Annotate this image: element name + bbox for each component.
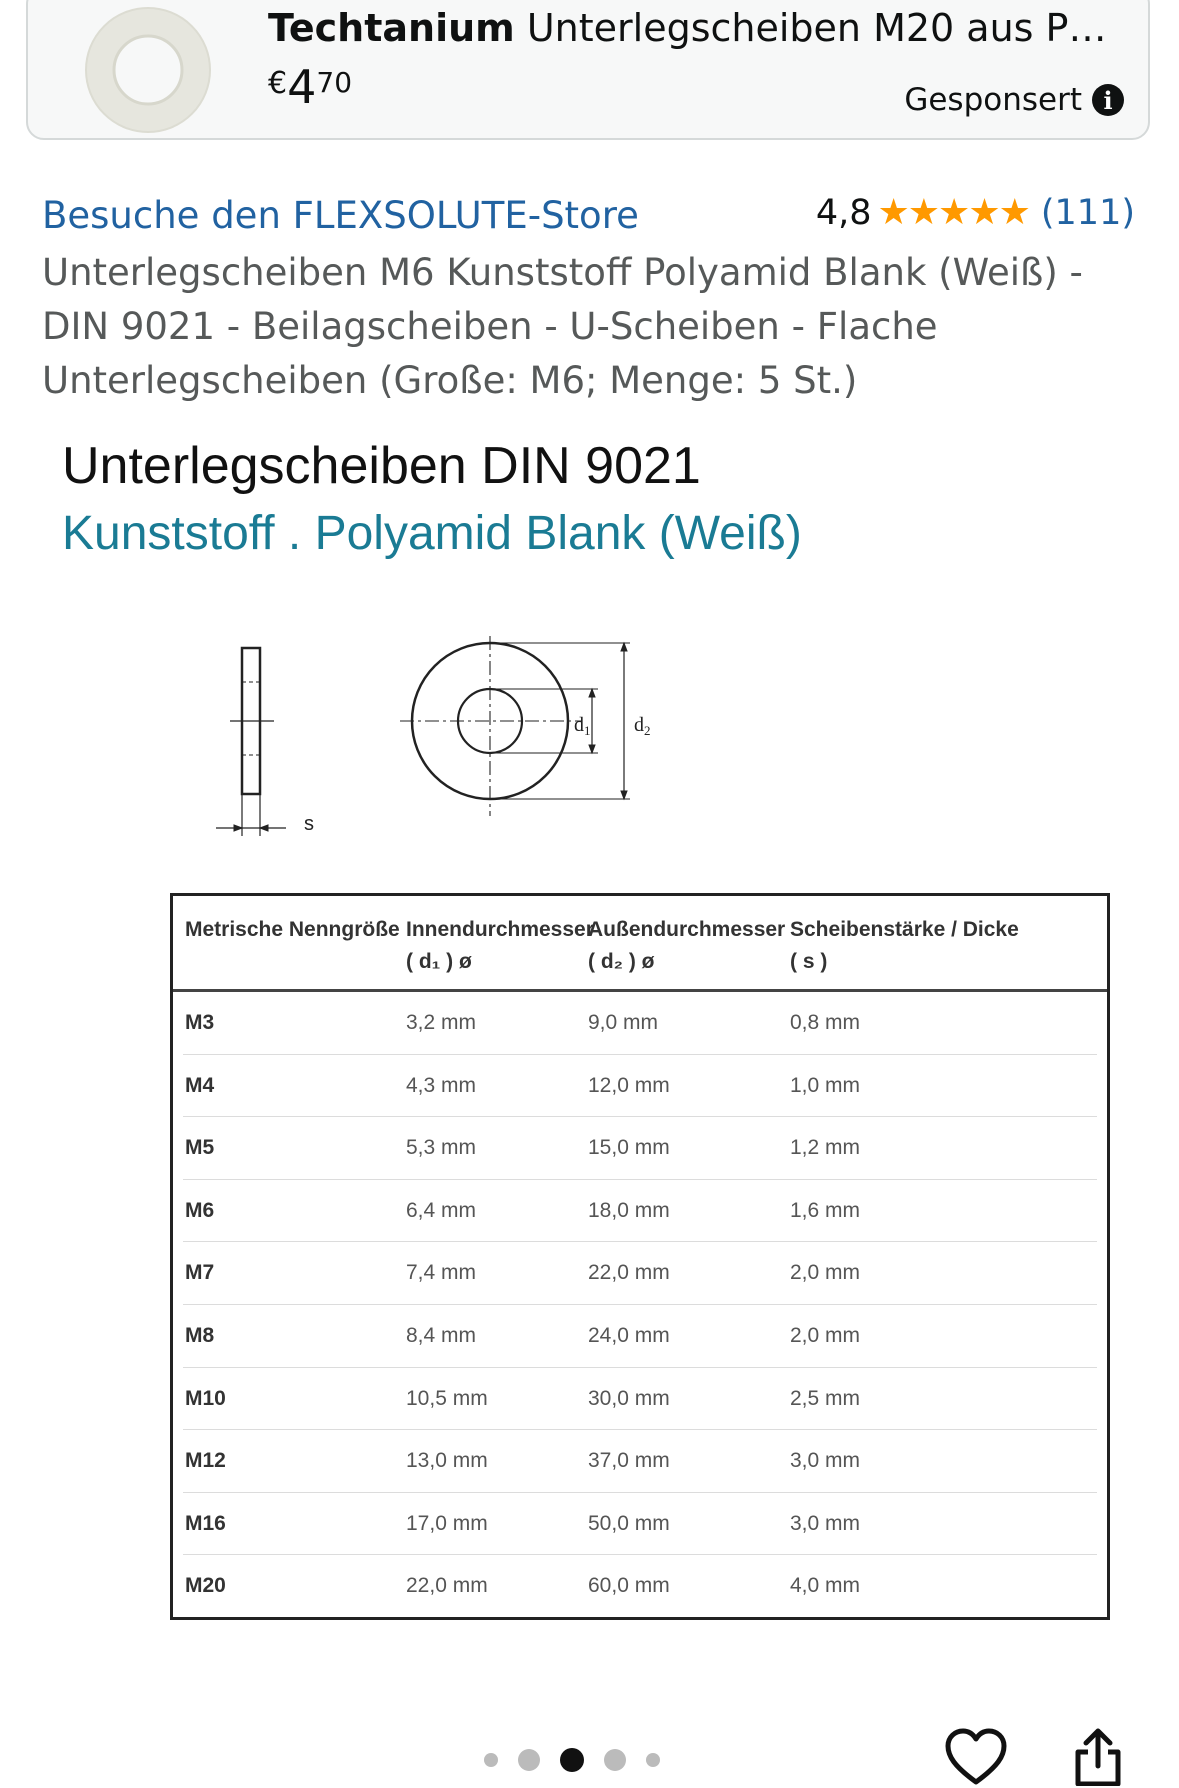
cell-outer-diameter: 15,0 mm — [588, 1136, 670, 1160]
table-row — [183, 1430, 1097, 1493]
cell-outer-diameter: 24,0 mm — [588, 1323, 670, 1347]
rating-count[interactable]: (111) — [1040, 192, 1135, 233]
table-row — [183, 1055, 1097, 1118]
carousel-dot[interactable] — [604, 1749, 626, 1771]
price-whole: 4 — [287, 60, 317, 114]
cell-size: M10 — [185, 1386, 226, 1410]
sponsored-ad-banner[interactable] — [26, 0, 1150, 140]
table-row — [183, 1493, 1097, 1556]
cell-size: M7 — [185, 1261, 215, 1285]
cell-outer-diameter: 12,0 mm — [588, 1073, 670, 1097]
ad-title[interactable] — [268, 6, 1108, 50]
info-icon[interactable]: i — [1092, 84, 1124, 116]
cell-outer-diameter: 30,0 mm — [588, 1386, 670, 1410]
table-row — [183, 1117, 1097, 1180]
cell-thickness: 3,0 mm — [790, 1449, 861, 1473]
cell-outer-diameter: 50,0 mm — [588, 1511, 670, 1535]
cell-size: M16 — [185, 1511, 226, 1535]
cell-thickness: 0,8 mm — [790, 1011, 861, 1034]
header-thickness: Scheibenstärke / Dicke ( s ) — [790, 918, 1019, 973]
carousel-dot[interactable] — [646, 1753, 660, 1767]
table-row — [183, 1242, 1097, 1305]
sponsored-label[interactable] — [904, 82, 1124, 118]
image-title: Unterlegscheiben DIN 9021 — [62, 437, 701, 495]
cell-thickness: 2,0 mm — [790, 1323, 861, 1347]
table-row — [183, 1368, 1097, 1431]
cell-thickness: 1,0 mm — [790, 1073, 861, 1097]
rating-value: 4,8 — [815, 192, 872, 233]
rating-summary[interactable] — [816, 192, 1135, 233]
cell-thickness: 2,0 mm — [790, 1261, 861, 1285]
cell-size: M12 — [185, 1449, 226, 1473]
cell-size: M4 — [185, 1073, 215, 1097]
d1-label: $d_1$ — [574, 714, 591, 738]
heart-icon[interactable] — [944, 1728, 1008, 1788]
washer-technical-drawing — [150, 630, 670, 870]
cell-inner-diameter: 7,4 mm — [406, 1261, 477, 1285]
cell-size: M8 — [185, 1323, 215, 1347]
cell-inner-diameter: 6,4 mm — [406, 1198, 477, 1222]
spec-table-body — [173, 992, 1107, 1617]
header-size: Metrische Nenngröße — [185, 918, 400, 941]
cell-inner-diameter: 10,5 mm — [406, 1386, 488, 1410]
table-row — [183, 992, 1097, 1055]
cell-thickness: 3,0 mm — [790, 1511, 861, 1535]
cell-thickness: 1,2 mm — [790, 1136, 861, 1160]
cell-thickness: 4,0 mm — [790, 1574, 861, 1598]
table-row — [183, 1180, 1097, 1243]
table-row — [183, 1555, 1097, 1617]
cell-inner-diameter: 22,0 mm — [406, 1574, 488, 1598]
ad-title-rest: Unterlegscheiben M20 aus P… — [514, 6, 1107, 50]
d2-label: $d_2$ — [634, 714, 651, 738]
spec-table — [170, 893, 1110, 1620]
cell-inner-diameter: 8,4 mm — [406, 1323, 477, 1347]
image-subtitle: Kunststoff . Polyamid Blank (Weiß) — [62, 507, 802, 560]
cell-inner-diameter: 5,3 mm — [406, 1136, 477, 1160]
cell-thickness: 2,5 mm — [790, 1386, 861, 1410]
table-row — [183, 1305, 1097, 1368]
cell-size: M6 — [185, 1198, 215, 1222]
sponsored-text: Gesponsert — [904, 82, 1082, 118]
product-title: Unterlegscheiben M6 Kunststoff Polyamid Blank (Weiß) - DIN 9021 - Beilagscheiben - U-Scheiben - Flache Unterlegscheiben (Große: M6; Menge: 5 St.) — [42, 251, 1083, 402]
cell-outer-diameter: 22,0 mm — [588, 1261, 670, 1285]
spec-table-header — [173, 896, 1107, 992]
cell-inner-diameter: 17,0 mm — [406, 1511, 488, 1535]
washer-thumbnail[interactable] — [78, 0, 218, 140]
cell-size: M3 — [185, 1011, 215, 1034]
cell-outer-diameter: 60,0 mm — [588, 1574, 670, 1598]
cell-outer-diameter: 18,0 mm — [588, 1198, 670, 1222]
cell-inner-diameter: 13,0 mm — [406, 1449, 488, 1473]
ad-price — [268, 60, 352, 114]
carousel-dot[interactable] — [484, 1753, 498, 1767]
share-icon[interactable] — [1072, 1726, 1124, 1786]
price-currency: € — [268, 66, 288, 101]
store-link[interactable]: Besuche den FLEXSOLUTE-Store — [42, 194, 639, 237]
star-rating-icon: ★★★★★ — [877, 192, 1029, 233]
cell-inner-diameter: 4,3 mm — [406, 1073, 477, 1097]
header-inner-diameter: Innendurchmesser ( d₁ ) ø — [406, 918, 594, 973]
carousel-dot[interactable] — [560, 1748, 584, 1772]
cell-outer-diameter: 37,0 mm — [588, 1449, 670, 1473]
product-image[interactable] — [50, 430, 1130, 1660]
s-label: s — [304, 813, 314, 835]
cell-size: M5 — [185, 1136, 215, 1160]
header-outer-diameter: Außendurchmesser ( d₂ ) ø — [588, 918, 786, 973]
carousel-dot[interactable] — [518, 1749, 540, 1771]
price-fraction: 70 — [316, 66, 353, 99]
cell-size: M20 — [185, 1574, 226, 1598]
cell-thickness: 1,6 mm — [790, 1198, 861, 1222]
cell-inner-diameter: 3,2 mm — [406, 1011, 477, 1034]
image-carousel-dots[interactable] — [484, 1748, 660, 1772]
cell-outer-diameter: 9,0 mm — [588, 1011, 659, 1034]
ad-brand: Techtanium — [268, 6, 515, 50]
